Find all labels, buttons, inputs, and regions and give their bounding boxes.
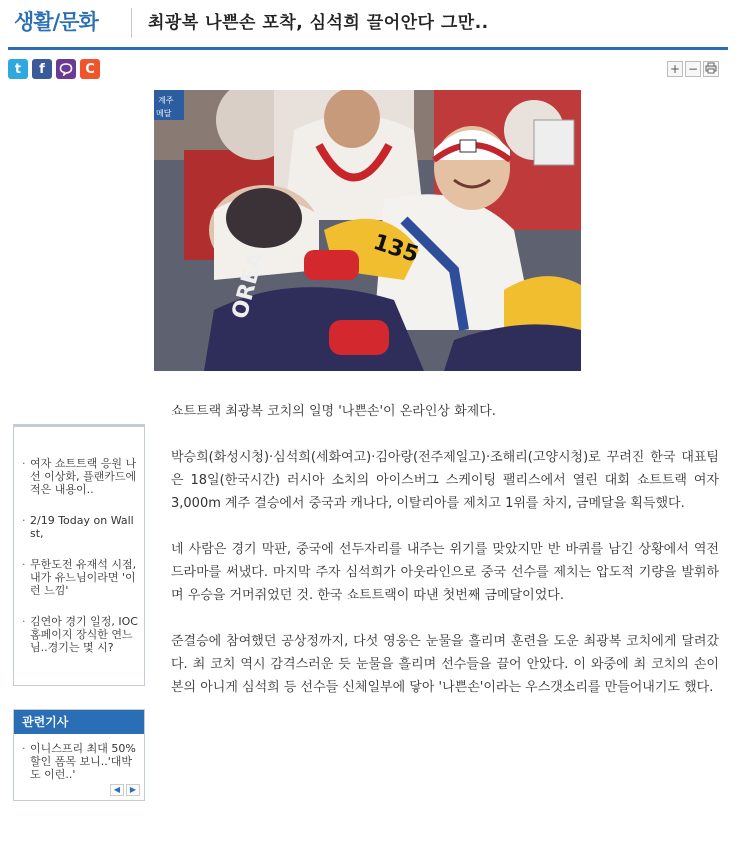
article-headline: 최광복 나쁜손 포착, 심석희 끌어안다 그만.. — [148, 13, 489, 33]
related-pager — [110, 784, 140, 796]
header-rule — [8, 47, 728, 50]
sidebar-item[interactable]: · 2/19 Today on Wall st, — [22, 514, 138, 540]
photo-bib-number: 135 — [370, 229, 422, 268]
section-title[interactable]: 생활/문화 — [14, 10, 98, 34]
article-paragraph: 준결승에 참여했던 공상정까지, 다섯 영웅은 눈물을 흘리며 훈련을 도운 최광복 코치에게 달려갔다. 최 코치 역시 감격스러운 듯 눈물을 흘리며 선수들을 끌어 안았다. 이 와중에 최 코치의 손이 본의 아니게 심석희 등 선수들 신체일부에 닿아 '나쁜손'이라는 우스갯소리를 만들어내기도 했다. — [171, 634, 719, 695]
related-articles-title: 관련기사 — [14, 710, 144, 734]
speech-bubble-icon — [59, 62, 73, 76]
article-paragraph: 쇼트트랙 최광복 코치의 일명 '나쁜손'이 온라인상 화제다. — [171, 404, 496, 419]
cyworld-share-button[interactable] — [80, 59, 100, 79]
article-body — [171, 400, 719, 722]
article-header — [8, 0, 728, 48]
twitter-icon: t — [14, 61, 22, 77]
sidebar-item[interactable]: · 김연아 경기 일정, IOC 홈페이지 장식한 연느님..경기는 몇 시? — [22, 615, 138, 654]
related-item[interactable]: · 이니스프리 최대 50% 할인 폼목 보니..'대박도 이런..' — [22, 742, 138, 781]
share-bar — [8, 59, 100, 79]
photo-jersey-text: OREA — [227, 249, 270, 322]
printer-icon — [705, 62, 717, 74]
facebook-share-button[interactable] — [32, 59, 52, 79]
sidebar-news-box — [13, 424, 145, 686]
related-articles-box — [13, 709, 145, 801]
header-divider — [131, 8, 132, 38]
twitter-share-button[interactable] — [8, 59, 28, 79]
next-page-button[interactable]: ▶ — [126, 784, 140, 796]
print-button[interactable] — [703, 61, 719, 77]
article-paragraph: 박승희(화성시청)·심석희(세화여고)·김아랑(전주제일고)·조해리(고양시청)로 꾸려진 한국 대표팀은 18일(한국시간) 러시아 소치의 아이스버그 스케이팅 팰리스에서 열린 대회 쇼트트랙 여자 3,000m 계주 결승에서 중국과 캐나다, 이탈리아를 제치고 1위를 차지, 금메달을 획득했다. — [171, 450, 719, 511]
font-decrease-button[interactable]: − — [685, 61, 701, 77]
article-photo — [154, 90, 581, 371]
sidebar-item[interactable]: · 여자 쇼트트랙 응원 나선 이상화, 플랜카드에 적은 내용이.. — [22, 457, 138, 496]
photo-caption-tag2: 메달 — [156, 109, 172, 118]
font-increase-button[interactable]: + — [667, 61, 683, 77]
me2day-share-button[interactable] — [56, 59, 76, 79]
prev-page-button[interactable]: ◀ — [110, 784, 124, 796]
sidebar-list — [14, 427, 144, 654]
article-paragraph: 네 사람은 경기 막판, 중국에 선두자리를 내주는 위기를 맞았지만 반 바퀴를 남긴 상황에서 역전 드라마를 써냈다. 마지막 주자 심석희가 아웃라인으로 중국 선수를 제치는 압도적 기량을 발휘하며 우승을 거머쥐었던 것. 한국 쇼트트랙이 따낸 첫번째 금메달이었다. — [171, 542, 719, 603]
article-tools — [667, 61, 719, 77]
photo-caption-tag: 계주 — [158, 96, 174, 105]
facebook-icon: f — [39, 61, 45, 77]
related-list — [14, 734, 144, 781]
cyworld-icon: C — [85, 61, 95, 77]
celebration-photo-image — [154, 90, 581, 371]
sidebar-item[interactable]: · 무한도전 유재석 시점, 내가 유느님이라면 '이런 느낌' — [22, 558, 138, 597]
